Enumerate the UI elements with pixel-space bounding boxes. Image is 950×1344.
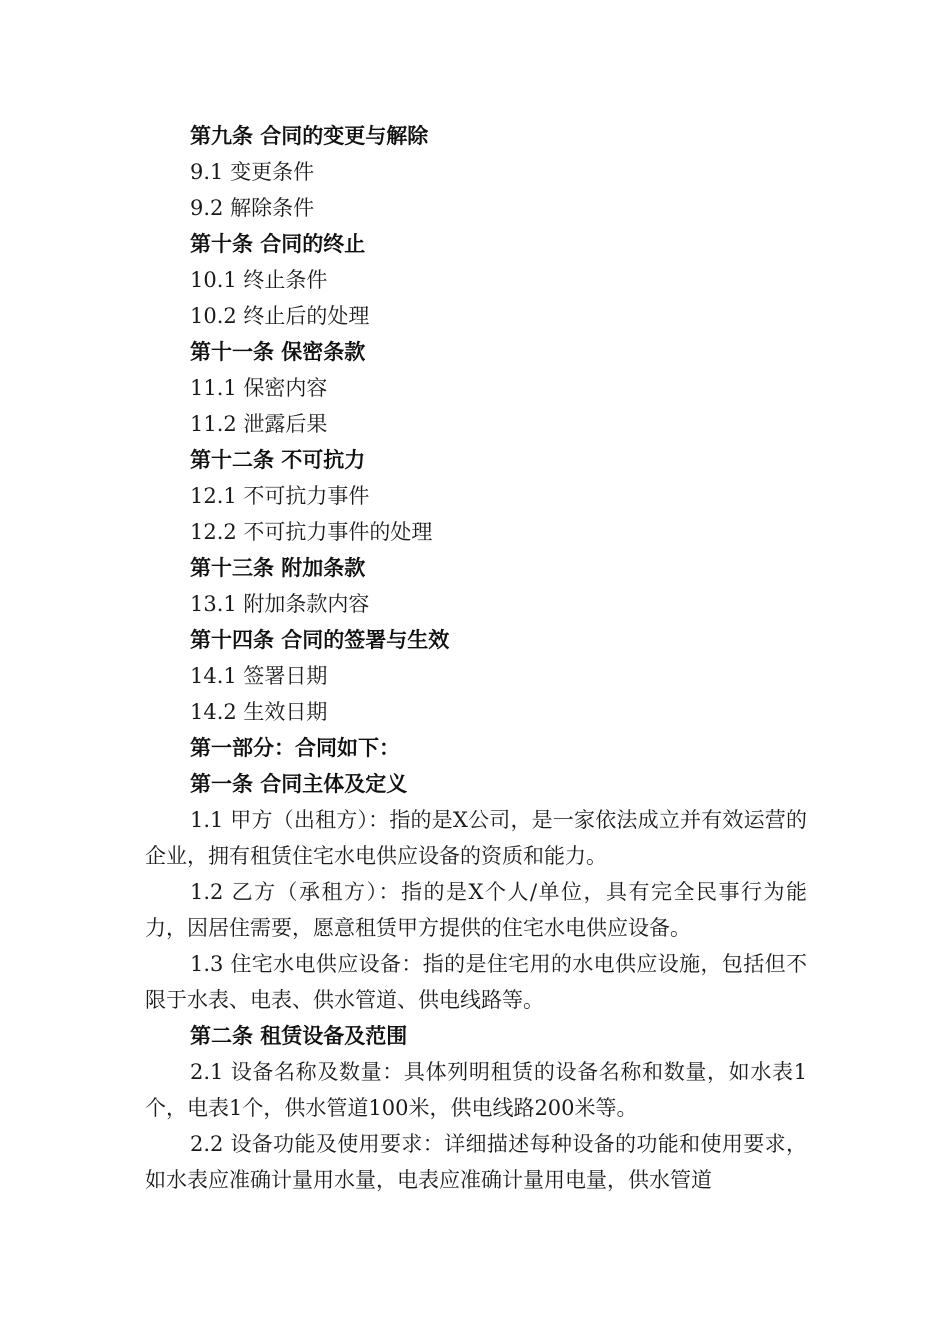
- toc-item-11-1: 11.1 保密内容: [190, 376, 328, 400]
- paragraph-2-2: 2.2 设备功能及使用要求：详细描述每种设备的功能和使用要求，如水表应准确计量用水量，电表应准确计量用电量，供水管道: [145, 1132, 807, 1192]
- paragraph-1-2: 1.2 乙方（承租方）：指的是X个人/单位，具有完全民事行为能力，因居住需要，愿意租赁甲方提供的住宅水电供应设备。: [145, 880, 807, 940]
- part-title: 第一部分：合同如下：: [190, 736, 400, 760]
- toc-item-13-1: 13.1 附加条款内容: [190, 592, 370, 616]
- toc-item-12-2: 12.2 不可抗力事件的处理: [190, 520, 433, 544]
- toc-heading-article-9: 第九条 合同的变更与解除: [190, 124, 429, 148]
- toc-item-9-1: 9.1 变更条件: [190, 160, 315, 184]
- toc-item-10-2: 10.2 终止后的处理: [190, 304, 370, 328]
- paragraph-1-1: 1.1 甲方（出租方）：指的是X公司，是一家依法成立并有效运营的企业，拥有租赁住宅水电供应设备的资质和能力。: [145, 808, 807, 868]
- toc-item-14-1: 14.1 签署日期: [190, 664, 328, 688]
- toc-heading-article-14: 第十四条 合同的签署与生效: [190, 628, 450, 652]
- toc-item-11-2: 11.2 泄露后果: [190, 412, 328, 436]
- paragraph-2-1: 2.1 设备名称及数量：具体列明租赁的设备名称和数量，如水表1个，电表1个，供水管道100米，供电线路200米等。: [145, 1060, 807, 1120]
- toc-heading-article-10: 第十条 合同的终止: [190, 232, 366, 256]
- article-2-title: 第二条 租赁设备及范围: [190, 1024, 408, 1048]
- article-1-title: 第一条 合同主体及定义: [190, 772, 408, 796]
- toc-item-10-1: 10.1 终止条件: [190, 268, 328, 292]
- toc-item-9-2: 9.2 解除条件: [190, 196, 315, 220]
- document-content: [145, 118, 807, 1198]
- toc-heading-article-11: 第十一条 保密条款: [190, 340, 366, 364]
- toc-item-14-2: 14.2 生效日期: [190, 700, 328, 724]
- toc-heading-article-13: 第十三条 附加条款: [190, 556, 366, 580]
- toc-item-12-1: 12.1 不可抗力事件: [190, 484, 370, 508]
- toc-heading-article-12: 第十二条 不可抗力: [190, 448, 366, 472]
- paragraph-1-3: 1.3 住宅水电供应设备：指的是住宅用的水电供应设施，包括但不限于水表、电表、供水管道、供电线路等。: [145, 952, 807, 1012]
